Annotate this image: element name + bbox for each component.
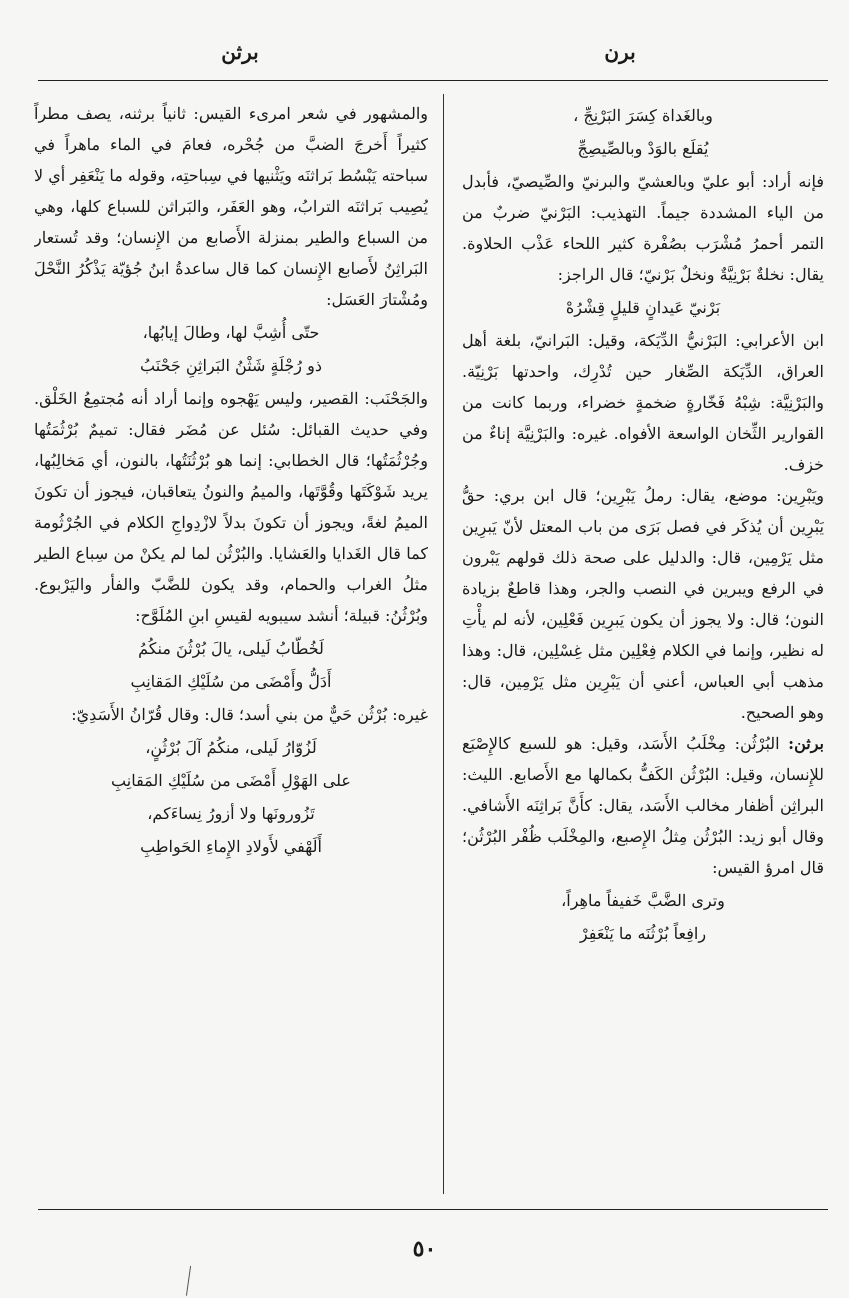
verse-line: وبالغَداة كِسَرَ البَرْنِجِّ ، [573,106,713,125]
top-rule [38,80,828,81]
verse-line: لَزُوّارُ لَيلى، منكُمُ آلَ بُرْثُنٍ، [145,738,317,757]
verse-line: ذو رُجْلَةٍ شَثْنُ البَراثِنِ جَحْنَبُ [140,356,322,375]
verse-line: بَرْنيّ عَيدانٍ قليلٍ قِشْرُهْ [565,298,721,317]
verse-line: رافِعاً بُرْثُنَه ما يَنْعَفِرْ [579,924,707,943]
left-column [34,98,428,1204]
verse-line: يُقلَع بالوَدْ وبالصِّيصِجِّ [577,139,709,158]
paragraph: ويَبْرِين: موضع، يقال: رملُ يَبْرِين؛ قال ابن بري: حقُّ يَبْرِين أن يُذكَر في فصل بَرَى من باب المعتل لأنّ يَبرِين مثل يَرْمِين، قال: والدليل على صحة ذلك قولهم يَبْرون في الرفع ويبرين في النصب والجر، وهذا قاطعٌ بزيادة النون؛ قال: ولا يجوز أن يكون يَبرِين فَعْلِين، لأنه لم يأْتِ له نظير، وإنما في الكلام فِعْلِين مثل غِسْلِين، قال: وهذا مذهب أبي العباس، أعني أن يَبْرِين مثل يَرْمِين، قال: وهو الصحيح. [462,486,824,722]
paragraph: ابن الأعرابي: البَرْنيُّ الدِّيَكة، وقيل: البَرانيّ، بلغة أهل العراق، الدِّيَكة الصِّغار حين تُدْرِك، واحدتها بَرْنِيّة. والبَرْنِيَّة: شِبْهُ فَخّارةٍ ضخمةٍ خضراء، وربما كانت من القوارير الثِّخان الواسعة الأفواه. غيره: والبَرْنِيَّة إناءٌ من خزف. [462,331,824,474]
paragraph: غيره: بُرْثُن حَيٌّ من بني أسد؛ قال: وقال قُرّانُ الأَسَدِيّ: [71,705,428,724]
header-right-title: برن [604,40,636,64]
entry-headword: برثن: [788,734,824,753]
verse-line: أَدَلُّ وأَمْضَى من سُلَيْكِ المَقانِبِ [130,672,332,691]
header-left-title: برثن [221,40,259,64]
paragraph: والمشهور في شعر امرىء القيس: ثانياً برثنه، يصف مطراً كثيراً أَخرجَ الضبَّ من جُحْره، فعامَ في الماء ماهراً في سباحته يَبْسُط بَراثنَه ويَثْنيها في سِباحتِه، وقوله ما يَنْعَفِر أي لا يُصِيب بَراثنَه الترابُ، وهو العَفَر، والبَراثن للسباع كلها، وهي من السباع والطير بمنزلة الأَصابع من الإِنسان؛ وقد تُستعار البَراثِنُ لأَصابع الإِنسان كما قال ساعدةُ ابنُ جُؤيّة يَذْكُرُ النَّحْلَ ومُشْتارَ العَسَل: [34,104,428,309]
paragraph: والجَحْنَب: القصير، وليس يَهْجوه وإنما أراد أنه مُجتمِعُ الخَلْق. وفي حديث القبائل: سُئل عن مُضَر فقال: تميمٌ بُرْثُمَتُها وجُرْثُمَتُها؛ قال الخطابي: إنما هو بُرْثُنَتُها، بالنون، أي مَخالِبُها، يريد شَوْكَتَها وقُوَّتَها، والميمُ والنونُ يتعاقبان، فيجوز أن تكونَ الميمُ لغةً، ويجوز أن تكونَ بدلاً لازْدِواجِ الكلام في الجُرْثُومة كما قال الغَدايا والعَشايا. والبُرْثُن لما لم يكنْ من سِباع الطير مثلُ الغراب والحمام، وقد يكون للضَّبّ والفأر واليَرْبوع. وبُرْثُنُ: قبيلة؛ أنشد سيبويه لقيسِ ابنِ المُلَوَّح: [34,389,428,625]
bottom-rule [38,1209,828,1210]
entry-paragraph [462,728,824,883]
verse-line: لَخُطّابُ لَيلى، يالَ بُرْثُنَ منكُمُ [138,639,324,658]
scan-mark [186,1266,193,1296]
verse-line: حتّى أُشِبَّ لها، وطالَ إيابُها، [142,323,320,342]
right-column [462,98,824,1204]
column-divider [443,94,444,1194]
paragraph: فإنه أراد: أبو عليّ وبالعشيّ والبرنيّ والصِّيصيّ، فأبدل من الياء المشددة جيماً. التهذيب: البَرْنيّ ضربٌ من التمر أحمرُ مُشْرَب بصُفْرة كثير اللحاء عَذْب الحلاوة. يقال: نخلةٌ بَرْنِيَّةٌ ونخلٌ بَرْنيّ؛ قال الراجز: [462,172,824,284]
verse-line: أَلَهْفي لأَولادِ الإِماءِ الحَواطِبِ [140,837,322,856]
verse-line: على الهَوْلِ أَمْضَى من سُلَيْكِ المَقانِبِ [111,771,351,790]
verse-line: تَزُورونَها ولا أزورُ نِساءَكم، [147,804,315,823]
page-number: ٥٠ [412,1236,437,1262]
verse-line: وترى الضَّبَّ خَفيفاً ماهِراً، [561,891,725,910]
entry-text: البُرْثُن: مِخْلَبُ الأَسَد، وقيل: هو للسبع كالإِصْبَع للإِنسان، وقيل: البُرْثُن الكَفُّ بكمالها مع الأَصابع. الليث: البراثِن أظفار مخالب الأَسَد، يقال: كأَنَّ بَراثِنَه الأَشافي. وقال أبو زيد: البُرْثُن مِثلُ الإِصبع، والمِخْلَب ظُفْر البُرْثُن؛ قال امرؤ القيس: [462,734,824,877]
